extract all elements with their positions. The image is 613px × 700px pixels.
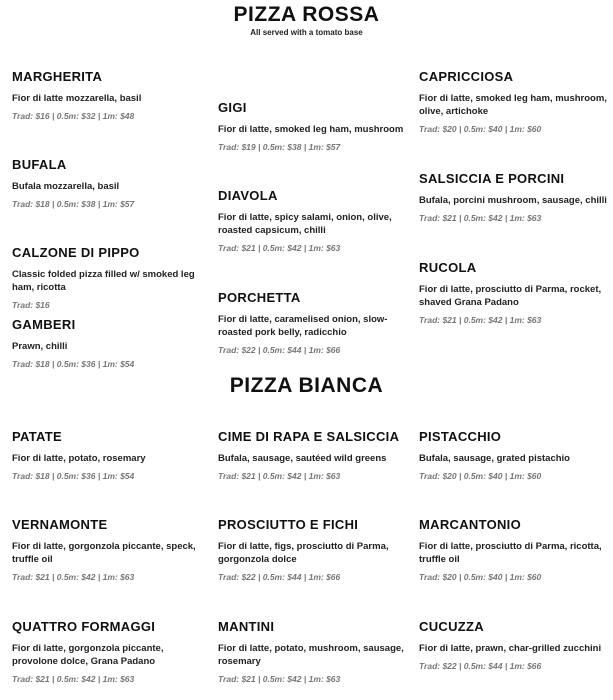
item-price: Trad: $21 | 0.5m: $42 | 1m: $63 xyxy=(12,572,135,582)
menu-item xyxy=(419,619,609,671)
item-name: PROSCIUTTO E FICHI xyxy=(218,517,359,532)
item-name: RUCOLA xyxy=(419,260,477,275)
item-name: GAMBERI xyxy=(12,317,76,332)
item-description: Bufala mozzarella, basil xyxy=(12,181,120,192)
item-name: CAPRICCIOSA xyxy=(419,69,514,84)
item-price: Trad: $21 | 0.5m: $42 | 1m: $63 xyxy=(419,315,542,325)
item-description: Fior di latte, prosciutto di Parma, rocket, shaved Grana Padano xyxy=(419,284,602,308)
menu-item xyxy=(218,517,413,582)
rossa-section-title: PIZZA ROSSA xyxy=(233,3,380,26)
item-name: QUATTRO FORMAGGI xyxy=(12,619,156,634)
item-description: Classic folded pizza filled w/ smoked leg ham, ricotta xyxy=(12,269,195,293)
item-description: Fior di latte, potato, rosemary xyxy=(12,453,146,464)
menu-item xyxy=(12,69,202,121)
item-price: Trad: $21 | 0.5m: $42 | 1m: $63 xyxy=(218,243,341,253)
item-description: Fior di latte, gorgonzola piccante, speck, truffle oil xyxy=(12,541,196,565)
item-price: Trad: $18 | 0.5m: $38 | 1m: $57 xyxy=(12,199,135,209)
menu-item xyxy=(12,619,202,684)
item-description: Bufala, sausage, grated pistachio xyxy=(419,453,570,464)
item-name: VERNAMONTE xyxy=(12,517,108,532)
item-price: Trad: $16 xyxy=(12,300,50,310)
item-description: Bufala, sausage, sautéed wild greens xyxy=(218,453,387,464)
item-price: Trad: $22 | 0.5m: $44 | 1m: $66 xyxy=(218,345,341,355)
item-price: Trad: $21 | 0.5m: $42 | 1m: $63 xyxy=(218,471,341,481)
item-name: CALZONE DI PIPPO xyxy=(12,245,140,260)
item-description: Fior di latte, prosciutto di Parma, ricotta, truffle oil xyxy=(419,541,602,565)
item-price: Trad: $22 | 0.5m: $44 | 1m: $66 xyxy=(218,572,341,582)
item-price: Trad: $21 | 0.5m: $42 | 1m: $63 xyxy=(218,674,341,684)
item-price: Trad: $22 | 0.5m: $44 | 1m: $66 xyxy=(419,661,542,671)
menu-item xyxy=(12,157,202,209)
item-name: PATATE xyxy=(12,429,62,444)
item-price: Trad: $16 | 0.5m: $32 | 1m: $48 xyxy=(12,111,135,121)
item-name: BUFALA xyxy=(12,157,67,172)
menu-item xyxy=(12,517,202,582)
item-name: MANTINI xyxy=(218,619,275,634)
item-description: Fior di latte, potato, mushroom, sausage, rosemary xyxy=(218,643,404,667)
menu-item xyxy=(218,290,413,355)
item-description: Fior di latte, spicy salami, onion, olive, roasted capsicum, chilli xyxy=(218,212,392,236)
menu-item xyxy=(12,245,202,310)
menu-item xyxy=(419,260,609,325)
item-price: Trad: $18 | 0.5m: $36 | 1m: $54 xyxy=(12,359,135,369)
item-description: Bufala, porcini mushroom, sausage, chilli xyxy=(419,195,607,206)
item-description: Fior di latte, caramelised onion, slow-roasted pork belly, radicchio xyxy=(218,314,388,338)
item-price: Trad: $19 | 0.5m: $38 | 1m: $57 xyxy=(218,142,341,152)
menu-item xyxy=(419,171,609,223)
item-name: MARCANTONIO xyxy=(419,517,521,532)
item-name: DIAVOLA xyxy=(218,188,278,203)
item-name: SALSICCIA E PORCINI xyxy=(419,171,565,186)
menu-item xyxy=(419,429,609,481)
item-description: Prawn, chilli xyxy=(12,341,68,352)
item-description: Fior di latte mozzarella, basil xyxy=(12,93,142,104)
item-name: CIME DI RAPA E SALSICCIA xyxy=(218,429,400,444)
menu-item xyxy=(218,429,413,481)
menu-item xyxy=(218,188,413,253)
item-name: PORCHETTA xyxy=(218,290,301,305)
item-description: Fior di latte, prawn, char-grilled zucchini xyxy=(419,643,602,654)
item-price: Trad: $20 | 0.5m: $40 | 1m: $60 xyxy=(419,572,542,582)
rossa-section-subtitle: All served with a tomato base xyxy=(250,28,363,37)
item-price: Trad: $18 | 0.5m: $36 | 1m: $54 xyxy=(12,471,135,481)
menu-item xyxy=(419,517,609,582)
item-price: Trad: $20 | 0.5m: $40 | 1m: $60 xyxy=(419,471,542,481)
menu-item xyxy=(419,69,609,134)
menu-item xyxy=(218,100,413,152)
item-price: Trad: $21 | 0.5m: $42 | 1m: $63 xyxy=(12,674,135,684)
item-name: CUCUZZA xyxy=(419,619,484,634)
bianca-section-title: PIZZA BIANCA xyxy=(229,374,384,397)
item-description: Fior di latte, smoked leg ham, mushroom xyxy=(218,124,404,135)
item-name: MARGHERITA xyxy=(12,69,103,84)
item-name: GIGI xyxy=(218,100,247,115)
item-name: PISTACCHIO xyxy=(419,429,502,444)
item-price: Trad: $21 | 0.5m: $42 | 1m: $63 xyxy=(419,213,542,223)
item-description: Fior di latte, gorgonzola piccante, provolone dolce, Grana Padano xyxy=(12,643,164,667)
menu-item xyxy=(12,317,202,369)
menu-item xyxy=(12,429,202,481)
item-description: Fior di latte, figs, prosciutto di Parma, gorgonzola dolce xyxy=(218,541,389,565)
item-description: Fior di latte, smoked leg ham, mushroom, olive, artichoke xyxy=(419,93,607,117)
menu-item xyxy=(218,619,413,684)
item-price: Trad: $20 | 0.5m: $40 | 1m: $60 xyxy=(419,124,542,134)
